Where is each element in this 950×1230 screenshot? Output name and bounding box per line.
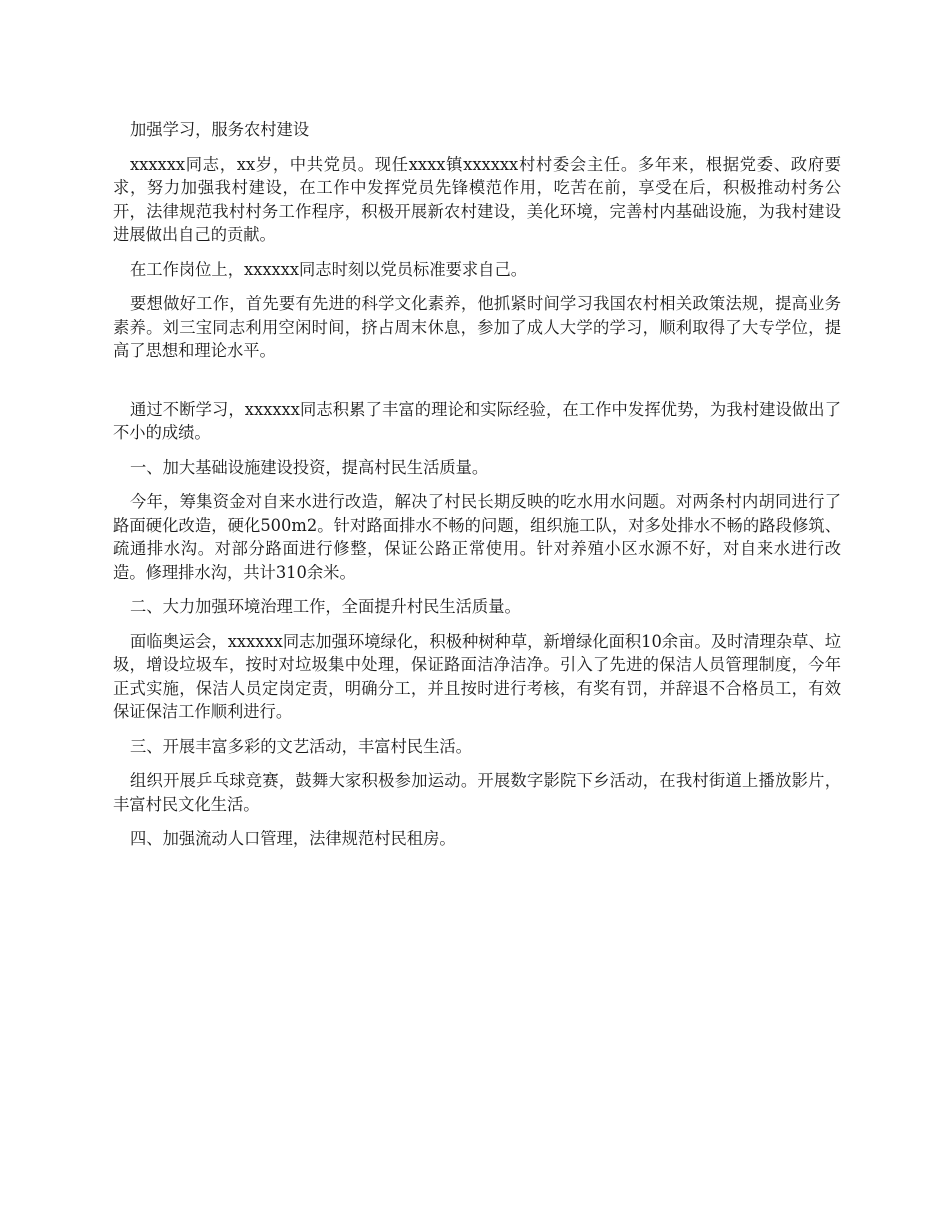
section-heading-environment: 二、大力加强环境治理工作，全面提升村民生活质量。 [130, 597, 521, 616]
paragraph-experience: 通过不断学习，xxxxxx同志积累了丰富的理论和实际经验，在工作中发挥优势，为我村建设做出了不小的成绩。 [113, 399, 841, 442]
paragraph-introduction: xxxxxx同志，xx岁，中共党员。现任xxxx镇xxxxxx村村委会主任。多年来，根据党委、政府要求，努力加强我村建设，在工作中发挥党员先锋模范作用，吃苦在前，享受在后，积极推动村务公开，法律规范我村村务工作程序，积极开展新农村建设，美化环境，完善村内基础设施，为我村建设进展做出自己的贡献。 [113, 154, 841, 244]
paragraph-environment: 面临奥运会，xxxxxx同志加强环境绿化，积极种树种草，新增绿化面积10余亩。及时清理杂草、垃圾，增设垃圾车，按时对垃圾集中处理，保证路面洁净洁净。引入了先进的保洁人员管理制度，今年正式实施，保洁人员定岗定责，明确分工，并且按时进行考核，有奖有罚，并辞退不合格员工，有效保证保洁工作顺利进行。 [113, 631, 841, 721]
paragraph-post-standard: 在工作岗位上，xxxxxx同志时刻以党员标准要求自己。 [130, 259, 528, 279]
section-heading-culture: 三、开展丰富多彩的文艺活动，丰富村民生活。 [130, 736, 472, 756]
paragraph-study: 要想做好工作，首先要有先进的科学文化素养，他抓紧时间学习我国农村相关政策法规，提高业务素养。刘三宝同志利用空闲时间，挤占周末休息，参加了成人大学的学习，顺利取得了大专学位，提高了思想和理论水平。 [113, 294, 841, 360]
paragraph-infrastructure: 今年，筹集资金对自来水进行改造，解决了村民长期反映的吃水用水问题。对两条村内胡同进行了路面硬化改造，硬化500m2。针对路面排水不畅的问题，组织施工队，对多处排水不畅的路段修筑、疏通排水沟。对部分路面进行修整，保证公路正常使用。针对养殖小区水源不好，对自来水进行改造。修理排水沟，共计310余米。 [113, 492, 841, 582]
document-heading: 加强学习，服务农村建设 [130, 120, 310, 139]
paragraph-culture: 组织开展乒乓球竞赛，鼓舞大家积极参加运动。开展数字影院下乡活动，在我村街道上播放影片，丰富村民文化生活。 [113, 771, 841, 814]
section-heading-population: 四、加强流动人口管理，法律规范村民租房。 [130, 829, 456, 848]
section-heading-infrastructure: 一、加大基础设施建设投资，提高村民生活质量。 [130, 457, 489, 477]
document-page [113, 118, 841, 862]
